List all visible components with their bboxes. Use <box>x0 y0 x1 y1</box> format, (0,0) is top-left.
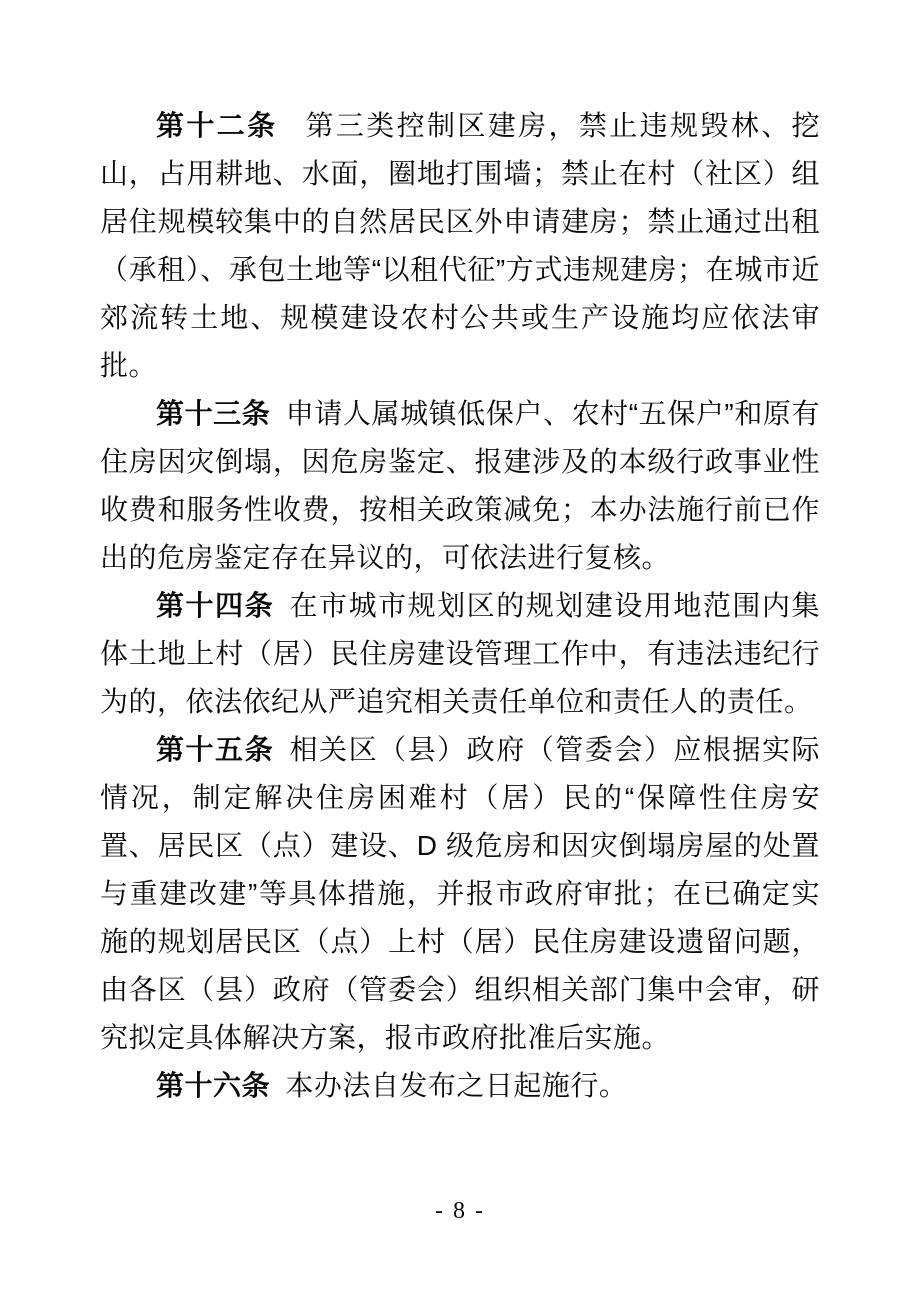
article-text: 本办法自发布之日起施行。 <box>285 1070 628 1101</box>
article-number: 第十二条 <box>156 110 278 141</box>
article-text: 申请人属城镇低保户、农村“五保户”和原有住房因灾倒塌，因危房鉴定、报建涉及的本级行政事业性收费和服务性收费，按相关政策减免；本办法施行前已作出的危房鉴定存在异议的，可依法进行复核。 <box>100 398 820 573</box>
article-text: 第三类控制区建房，禁止违规毁林、挖山，占用耕地、水面，圈地打围墙；禁止在村（社区）组居住规模较集中的自然居民区外申请建房；禁止通过出租（承租）、承包土地等“以租代征”方式违规建房；在城市近郊流转土地、规模建设农村公共或生产设施均应依法审批。 <box>100 110 820 381</box>
article-text: 相关区（县）政府（管委会）应根据实际情况，制定解决住房困难村（居）民的“保障性住房安置、居民区（点）建设、D 级危房和因灾倒塌房屋的处置与重建改建”等具体措施，并报市政府审批；在已确定实施的规划居民区（点）上村（居）民住房建设遗留问题，由各区（县）政府（管委会）组织相关部门集中会审，研究拟定具体解决方案，报市政府批准后实施。 <box>100 734 820 1053</box>
article-number: 第十三条 <box>156 398 271 429</box>
document-body <box>100 102 820 1110</box>
article-paragraph-16 <box>100 1062 820 1110</box>
article-paragraph-13 <box>100 390 820 582</box>
article-paragraph-12 <box>100 102 820 390</box>
article-paragraph-14 <box>100 582 820 726</box>
article-number: 第十五条 <box>156 734 275 765</box>
page-number: - 8 - <box>435 1198 485 1224</box>
page-footer <box>0 1198 920 1225</box>
article-number: 第十六条 <box>156 1070 271 1101</box>
article-number: 第十四条 <box>156 590 275 621</box>
article-paragraph-15 <box>100 726 820 1062</box>
article-text: 在市城市规划区的规划建设用地范围内集体土地上村（居）民住房建设管理工作中，有违法违纪行为的，依法依纪从严追究相关责任单位和责任人的责任。 <box>100 590 820 717</box>
